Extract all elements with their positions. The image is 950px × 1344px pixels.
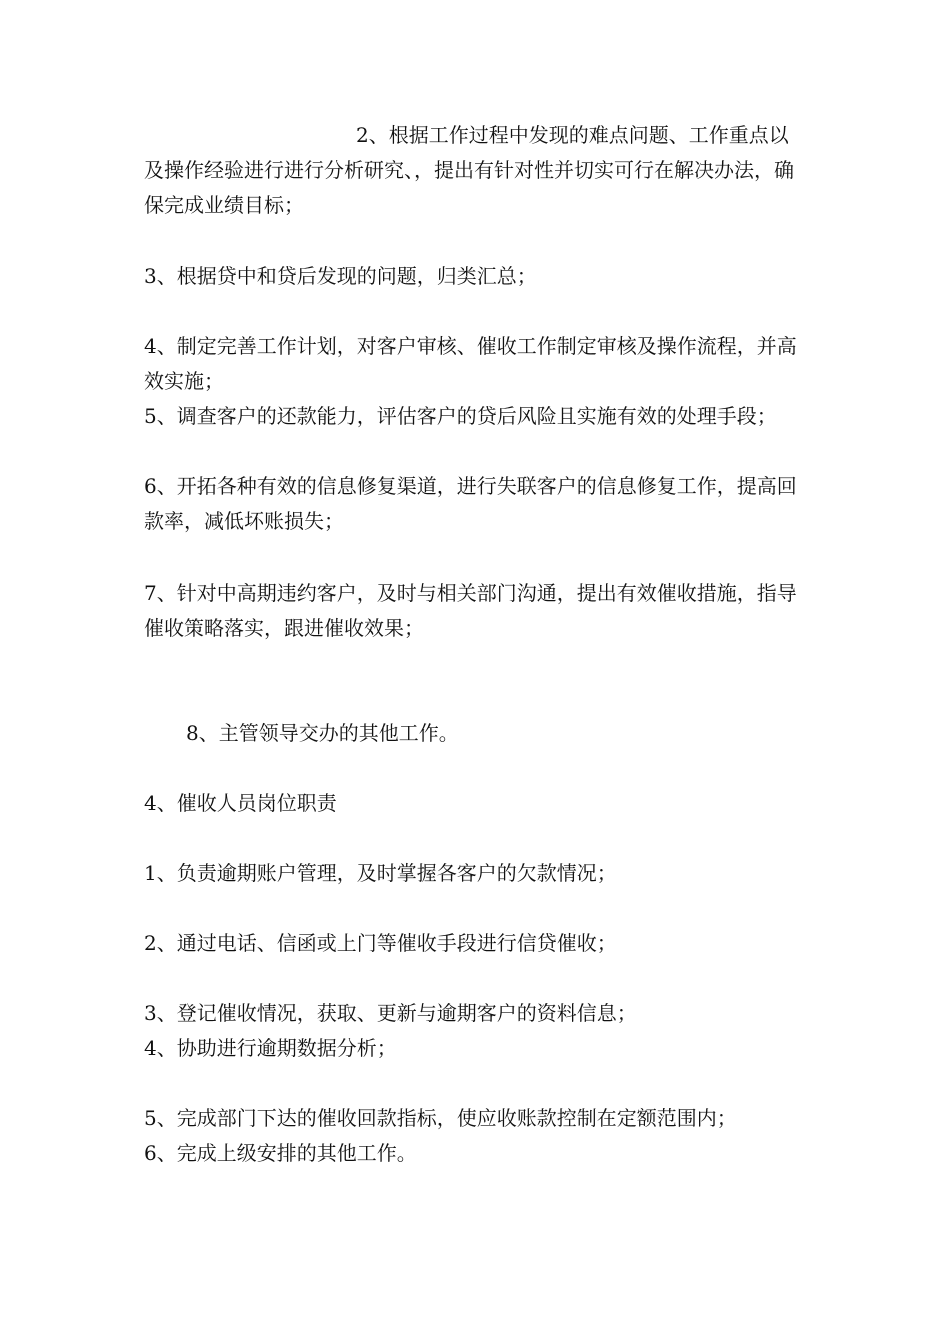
paragraph-8: 1、负责逾期账户管理，及时掌握各客户的欠款情况； xyxy=(144,861,617,885)
paragraph-9: 2、通过电话、信函或上门等催收手段进行信贷催收； xyxy=(144,931,617,955)
paragraph-3: 4、制定完善工作计划，对客户审核、催收工作制定审核及操作流程，并高效实施； xyxy=(144,334,797,393)
paragraph-11: 4、协助进行逾期数据分析； xyxy=(144,1036,397,1060)
paragraph-2: 3、根据贷中和贷后发现的问题，归类汇总； xyxy=(144,264,537,288)
paragraph-5: 6、开拓各种有效的信息修复渠道，进行失联客户的信息修复工作，提高回款率，减低坏账损失； xyxy=(144,474,797,533)
paragraph-13: 6、完成上级安排的其他工作。 xyxy=(144,1141,417,1165)
paragraph-4: 5、调查客户的还款能力，评估客户的贷后风险且实施有效的处理手段； xyxy=(144,404,777,428)
paragraph-1: 2、根据工作过程中发现的难点问题、工作重点以及操作经验进行进行分析研究、，提出有针对性并切实可行在解决办法，确保完成业绩目标； xyxy=(144,123,794,217)
paragraph-10: 3、登记催收情况，获取、更新与逾期客户的资料信息； xyxy=(144,1001,637,1025)
paragraph-6: 7、针对中高期违约客户，及时与相关部门沟通，提出有效催收措施，指导催收策略落实，跟进催收效果； xyxy=(144,581,797,640)
section-heading: 4、催收人员岗位职责 xyxy=(144,791,337,815)
paragraph-7: 8、主管领导交办的其他工作。 xyxy=(186,721,459,745)
paragraph-12: 5、完成部门下达的催收回款指标，使应收账款控制在定额范围内； xyxy=(144,1106,737,1130)
